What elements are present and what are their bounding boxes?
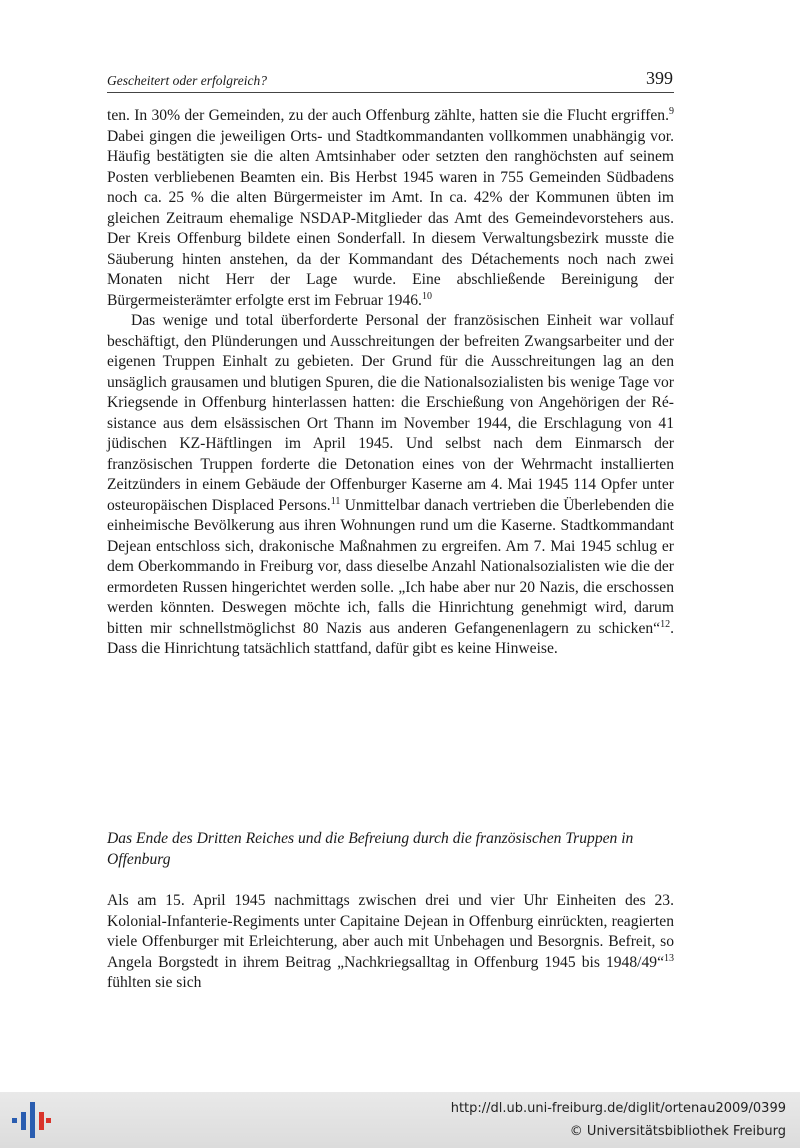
paragraph-2-text-b: Unmittelbar danach vertrieben die Überlebenden die einheimische Bevölkerung aus ihren Wohnungen rund um die Kaserne. Stadtkommandant Dejean entschloss sich, drakonische Maßnahmen zu ergreifen. Am 7. Mai 1945 schlug er dem Oberkommando in Freiburg vor, dass dieselbe Anzahl Nationalsozialisten wie die der ermordeten Russen hingerichtet werden solle. „Ich habe aber nur 20 Nazis, die erschossen werden könnten. Deswegen möchte ich, falls die Hinrichtung genehmigt wird, darum bitten mir schnellstmöglichst 80 Nazis aus anderen Gefangenenlagern zu schicken“ <box>107 496 674 637</box>
running-title: Gescheitert oder erfolgreich? <box>107 73 267 88</box>
library-logo-icon <box>10 1100 52 1140</box>
footnote-ref-13[interactable]: 13 <box>664 952 674 964</box>
section-heading: Das Ende des Dritten Reiches und die Befreiung durch die französischen Truppen in Offenburg <box>107 830 634 868</box>
paragraph-3-text-a: Als am 15. April 1945 nachmittags zwischen drei und vier Uhr Einheiten des 23. Kolonial-Infanterie-Regiments unter Capitaine Dejean in Offenburg einrückten, reagierten viele Offenburger mit Erleichterung, aber auch mit Unbehagen und Besorgnis. Befreit, so Angela Borgstedt in ihrem Beitrag „Nachkriegsalltag in Offenburg 1945 bis 1948/49“ <box>107 892 674 971</box>
paragraph-1-text-a: ten. In 30% der Gemeinden, zu der auch Offenburg zählte, hatten sie die Flucht ergriffen. <box>107 107 669 124</box>
body-text <box>107 106 674 660</box>
footer-bar <box>0 1092 800 1148</box>
footnote-ref-10[interactable]: 10 <box>421 290 432 302</box>
footnote-ref-11[interactable]: 11 <box>330 495 341 507</box>
paragraph-1 <box>107 106 674 311</box>
footnote-ref-12[interactable]: 12 <box>660 618 671 630</box>
paragraph-3-text-b: fühlten sie sich <box>107 974 202 991</box>
footer-url-link[interactable]: http://dl.ub.uni-freiburg.de/diglit/ortenau2009/0399 <box>450 1101 786 1116</box>
footnote-ref-9[interactable]: 9 <box>669 106 674 117</box>
paragraph-2-text-c: . Dass die Hinrichtung tatsächlich stattfand, dafür gibt es keine Hinweise. <box>107 619 674 657</box>
page-number: 399 <box>646 68 673 88</box>
paragraph-1-text-b: Dabei gingen die jeweiligen Orts- und Stadtkommandanten vollkommen unabhängig vor. Häufig bestätigten sie die alten Amtsinhaber oder setzten den ranghöchsten auf seinem Posten verbliebenen Beamten ein. Bis Herbst 1945 waren in 755 Gemeinden Südbadens noch ca. 25 % die alten Bürgermeister im Amt. In ca. 42% der Kommunen übten im gleichen Zeitraum ehemalige NSDAP-Mitglieder das Amt des Gemeindevorstehers aus. Der Kreis Offenburg bildete einen Sonderfall. In diesem Verwaltungsbezirk musste die Säuberung hinten anstehen, da der Kommandant des Détachements noch nach zwei Monaten nicht Herr der Lage wurde. Eine abschließende Bereinigung der Bürgermeisterämter erfolgte erst im Februar 1946. <box>107 127 674 309</box>
paragraph-2 <box>107 311 674 660</box>
section-text <box>107 891 674 994</box>
running-head <box>107 68 674 93</box>
footer-copyright: © Universitätsbibliothek Freiburg <box>569 1124 786 1139</box>
paragraph-2-text-a: Das wenige und total überforderte Personal der französischen Einheit war vollauf beschäftigt, den Plünderungen und Ausschreitungen der befreiten Zwangsarbeiter und der eigenen Truppen Einhalt zu gebieten. Der Grund für die Ausschreitungen lag an den unsäglich grausamen und blutigen Spuren, die die Nationalsozialisten bis wenige Tage vor Kriegsende in Offenburg hinterlassen hatten: die Erschießung von Angehörigen der Résistance aus dem elsässischen Ort Thann im November 1944, die Erschlagung von 41 jüdischen KZ-Häftlingen im April 1945. Und selbst nach dem Einmarsch der französischen Truppen forderte die Detonation eines von der Wehrmacht installierten Zeitzünders in einem Gebäude der Offenburger Kaserne am 4. Mai 1945 114 Opfer unter osteuropäischen Displaced Persons. <box>107 312 674 514</box>
paragraph-3 <box>107 891 674 994</box>
